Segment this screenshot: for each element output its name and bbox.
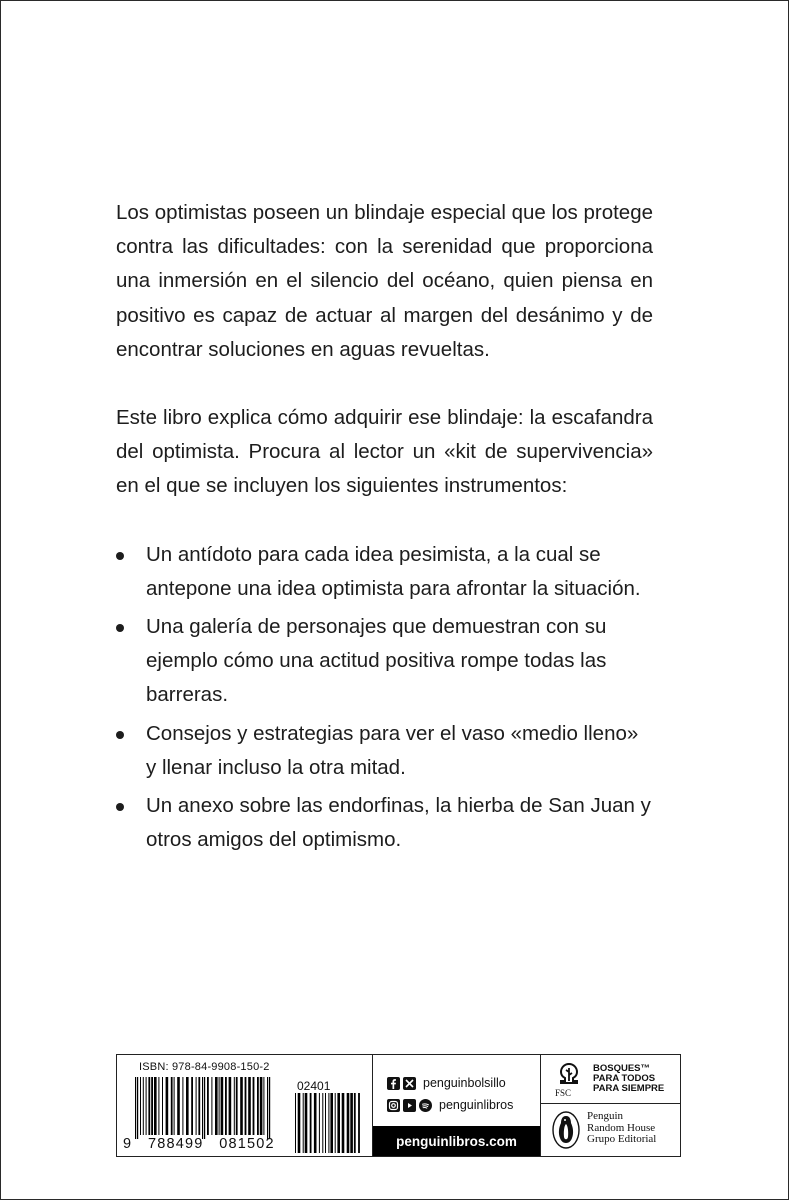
barcode-bar [225,1077,227,1135]
spotify-icon[interactable] [419,1099,432,1112]
barcode-bar [269,1077,270,1139]
barcode-bar [267,1077,268,1139]
barcode-bar [298,1093,301,1153]
barcode-bar [342,1093,345,1153]
barcode-bar [325,1093,326,1153]
website-link[interactable]: penguinlibros.com [373,1126,540,1156]
penguin-logo-icon [551,1110,581,1150]
barcode-bar [358,1093,360,1153]
bullet-dot [116,731,124,739]
instagram-icon[interactable] [387,1099,400,1112]
barcode-bar [146,1077,147,1135]
facebook-icon[interactable] [387,1077,400,1090]
barcode-bar [137,1077,138,1139]
barcode-bar [154,1077,157,1135]
barcode-bar [303,1093,304,1153]
barcode-bar [202,1077,203,1139]
barcode-bar [229,1077,232,1135]
barcode-bar [198,1077,200,1135]
barcode-section [117,1055,373,1156]
price-code-text: 02401 [297,1079,331,1093]
barcode-bar [347,1093,350,1153]
barcode-bar [337,1093,340,1153]
barcode-bar [314,1093,317,1153]
barcode-bar [328,1093,329,1153]
barcode-bar [240,1077,243,1135]
barcode-bar [236,1077,238,1135]
back-cover-blurb [116,196,653,857]
publisher-line: Penguin [587,1110,624,1122]
barcode-bar [245,1077,247,1135]
bullet-dot [116,552,124,560]
fsc-certification [541,1055,680,1104]
bullet-dot [116,803,124,811]
x-icon[interactable] [403,1077,416,1090]
barcode-bar [305,1093,308,1153]
bullet-text: Consejos y estrategias para ver el vaso «medio lleno» y llenar incluso la otra mitad. [146,721,639,779]
barcode-bar [322,1093,323,1153]
barcode-bar [174,1077,175,1135]
barcode-bar [219,1077,220,1135]
barcode-bar [330,1093,333,1153]
barcode-bar [234,1077,235,1135]
fsc-claim [593,1064,664,1094]
fsc-claim-line: PARA SIEMPRE [593,1083,665,1094]
bullet-text: Una galería de personajes que demuestran con su ejemplo cómo una actitud positiva rompe todas las barreras. [146,615,607,707]
bullet-item [116,789,653,857]
barcode-bar [354,1093,356,1153]
bullet-dot [116,624,124,632]
bullet-item [116,610,653,713]
barcode-bar [140,1077,141,1135]
bullet-text: Un anexo sobre las endorfinas, la hierba de San Juan y otros amigos del optimismo. [146,794,651,852]
barcode-bar [295,1093,296,1153]
bullet-item [116,538,653,606]
bullet-item [116,717,653,785]
blurb-paragraph-2: Este libro explica cómo adquirir ese blindaje: la escafandra del optimista. Procura al lector un «kit de supervivencia» en el que se incluyen los siguientes instrumentos: [116,406,653,498]
barcode-bar [221,1077,224,1135]
social-row-bolsillo [387,1076,506,1090]
barcode-bar [319,1093,320,1153]
fsc-label: FSC [555,1088,572,1098]
youtube-icon[interactable] [403,1099,416,1112]
barcode-bar [204,1077,205,1139]
barcode-bar [171,1077,173,1135]
barcode-bar [158,1077,159,1135]
publisher-line: Grupo Editorial [587,1133,657,1145]
fsc-tree-icon [555,1061,583,1089]
fsc-claim-line: BOSQUES™ [593,1063,651,1074]
barcode-bar [350,1093,353,1153]
barcode-bar [135,1077,136,1139]
barcode-bar [182,1077,183,1135]
social-handle-bolsillo[interactable]: penguinbolsillo [423,1076,506,1090]
barcode-bar [248,1077,251,1135]
barcode-bar [162,1077,163,1135]
publisher-name [587,1111,656,1146]
barcode-bar [211,1077,212,1135]
bullet-list [116,538,653,858]
logos-section [541,1055,680,1156]
publisher-info-box [116,1054,681,1157]
barcode-bar [263,1077,264,1135]
barcode-bar [335,1093,336,1153]
barcode-bar [260,1077,263,1135]
barcode-bar [191,1077,193,1135]
barcode-bar [207,1077,209,1135]
barcode-bar [148,1077,150,1135]
barcode-bar [166,1077,169,1135]
barcode-bar [253,1077,255,1135]
barcode-bar [151,1077,153,1135]
barcode-bar [186,1077,189,1135]
social-section [373,1055,541,1156]
barcode-digits: 9 788499 081502 [123,1136,275,1152]
barcode-bar [257,1077,259,1135]
fsc-claim-line: PARA TODOS [593,1073,656,1084]
barcode-bar [177,1077,180,1135]
barcode-bar [310,1093,312,1153]
barcode-bar [215,1077,218,1135]
barcode-bar [196,1077,197,1135]
bullet-text: Un antídoto para cada idea pesimista, a la cual se antepone una idea optimista para afrontar la situación. [146,542,641,600]
blurb-paragraph-1: Los optimistas poseen un blindaje especial que los protege contra las dificultades: con la serenidad que proporciona una inmersión en el silencio del océano, quien piensa en positivo es capaz de actuar al margen del desánimo y de encontrar soluciones en aguas revueltas. [116,201,653,361]
publisher-line: Random House [587,1121,656,1134]
social-row-libros [387,1098,513,1112]
social-handle-libros[interactable]: penguinlibros [439,1098,514,1112]
barcode-bar [143,1077,144,1135]
isbn-text: ISBN: 978-84-9908-150-2 [139,1061,270,1073]
